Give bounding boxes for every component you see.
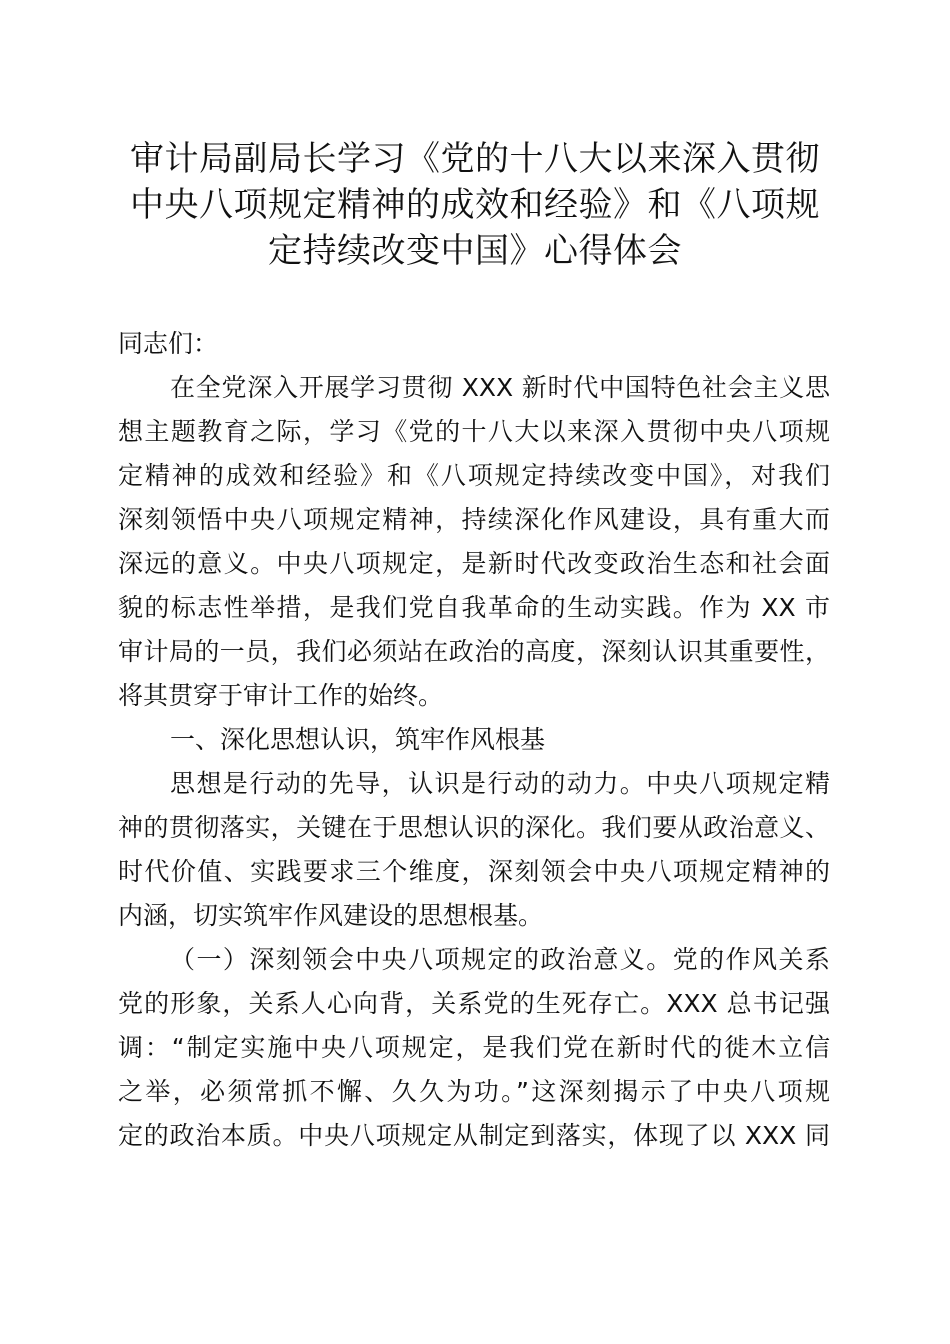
paragraph-1-line: 在全党深入开展学习贯彻 XXX 新时代中国特色社会主义思 [170, 373, 830, 402]
paragraph-2-line: 时代价值、实践要求三个维度，深刻领会中央八项规定精神的 [118, 857, 830, 886]
paragraph-2-line: 思想是行动的先导，认识是行动的动力。中央八项规定精 [170, 769, 830, 798]
paragraph-1 [118, 366, 830, 718]
paragraph-1-line: 将其贯穿于审计工作的始终。 [118, 681, 444, 710]
paragraph-3-line: 之举，必须常抓不懈、久久为功。”这深刻揭示了中央八项规 [118, 1077, 830, 1106]
paragraph-2 [118, 762, 830, 938]
paragraph-1-line: 想主题教育之际，学习《党的十八大以来深入贯彻中央八项规 [118, 417, 830, 446]
paragraph-1-line: 定精神的成效和经验》和《八项规定持续改变中国》，对我们 [118, 461, 830, 490]
paragraph-2-line: 内涵，切实筑牢作风建设的思想根基。 [118, 901, 544, 930]
paragraph-1-line: 貌的标志性举措，是我们党自我革命的生动实践。作为 XX 市 [118, 593, 830, 622]
title-line-1: 审计局副局长学习《党的十八大以来深入贯彻 [130, 139, 820, 179]
paragraph-1-line: 深远的意义。中央八项规定，是新时代改变政治生态和社会面 [118, 549, 830, 578]
paragraph-1-line: 深刻领悟中央八项规定精神，持续深化作风建设，具有重大而 [118, 505, 830, 534]
document-body [118, 322, 830, 1158]
document-title [110, 136, 840, 274]
salutation: 同志们： [118, 329, 219, 358]
title-line-2: 中央八项规定精神的成效和经验》和《八项规 [130, 185, 820, 225]
title-line-3: 定持续改变中国》心得体会 [268, 231, 682, 271]
section-heading-1: 一、深化思想认识，筑牢作风根基 [170, 725, 546, 754]
paragraph-3 [118, 938, 830, 1158]
paragraph-1-line: 审计局的一员，我们必须站在政治的高度，深刻认识其重要性， [118, 637, 830, 666]
paragraph-3-line: 定的政治本质。中央八项规定从制定到落实，体现了以 XXX 同 [118, 1121, 830, 1150]
paragraph-3-line: （一）深刻领会中央八项规定的政治意义。党的作风关系 [170, 945, 830, 974]
paragraph-3-line: 党的形象，关系人心向背，关系党的生死存亡。XXX 总书记强 [118, 989, 830, 1018]
paragraph-2-line: 神的贯彻落实，关键在于思想认识的深化。我们要从政治意义、 [118, 813, 830, 842]
paragraph-3-line: 调：“制定实施中央八项规定，是我们党在新时代的徙木立信 [118, 1033, 830, 1062]
